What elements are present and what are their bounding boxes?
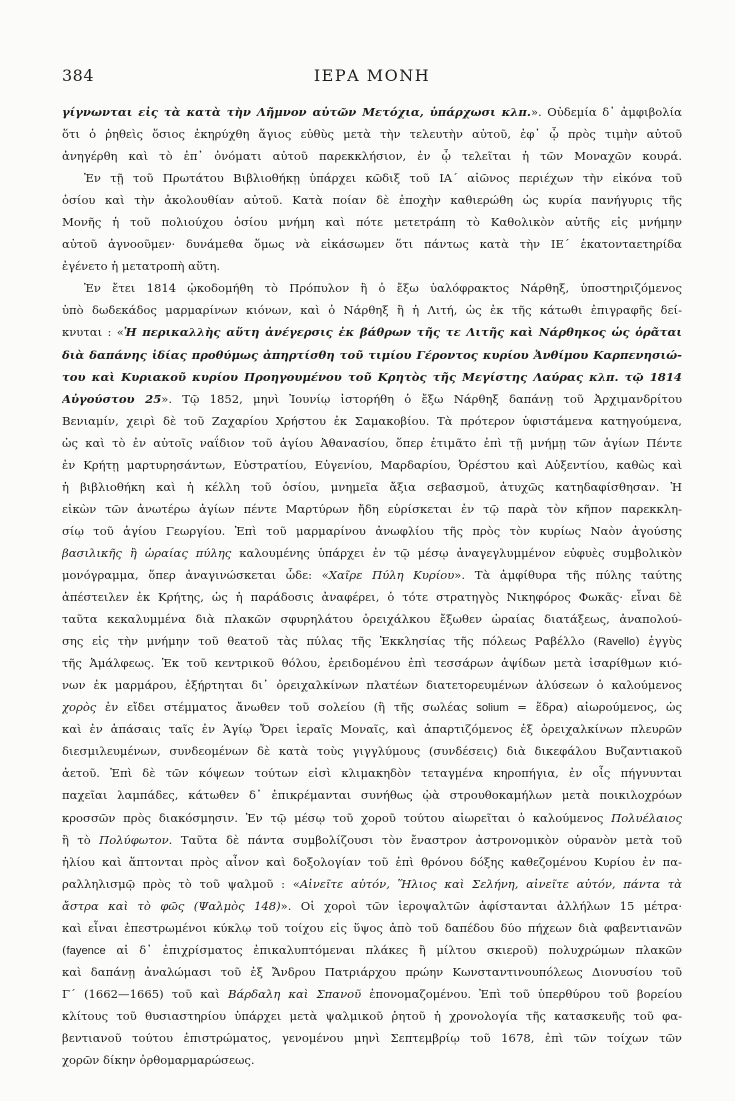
text-segment: ἐν Κρήτῃ μαρτυρησάντων, Εὐστρατίου, Εὐγενίου, Μαρδαρίου, Ὀρέστου καὶ Αὐξεντίου, καθὼς καὶ [62, 457, 682, 472]
text-segment: Γ΄ (1662—1665) τοῦ καὶ [62, 986, 228, 1001]
text-segment: Ἐν τῇ τοῦ Πρωτάτου Βιβλιοθήκῃ ὑπάρχει κῶδιξ τοῦ ΙΑ΄ αἰῶνος περιέχων τὴν εἰκόνα τοῦ [84, 171, 682, 186]
emphasized-text: γίγνωνται εἰς τὰ κατὰ τὴν Λῆμνον αὐτῶν Μετόχια, ὑπάρχωσι κλπ. [62, 105, 531, 119]
text-segment: ταῦτα κεκαλυμμένα διὰ πλακῶν σφυρηλάτου ὀρειχάλκου ἔξωθεν ὡραίας διατάξεως, ἀναπολού- [62, 612, 682, 627]
emphasized-text: διὰ δαπάνης ἰδίας προθύμως ἀπηρτίσθη τοῦ τιμίου Γέροντος κυρίου Ἀνθίμου Καρπενησιώ- [62, 347, 682, 362]
text-line [62, 1005, 682, 1027]
emphasized-text: Αὐγούστου 25 [62, 391, 162, 406]
text-segment: καὶ ἐν ἁπάσαις ταῖς ἐν Ἁγίῳ Ὄρει ἱεραῖς Μοναῖς, καὶ ἀπαρτιζόμενος ἐξ ὀρειχαλκίνων πλευρῶν [62, 722, 682, 737]
text-segment: ὅτι ὁ ῥηθεὶς ὅσιος ἐκηρύχθη ἅγιος εὐθὺς μετὰ τὴν τελευτὴν αὐτοῦ, ἐφ᾽ ᾧ πρὸς τιμὴν αὐτοῦ [62, 127, 682, 142]
text-line [62, 762, 682, 784]
text-segment: = ἕδρα) αἰωρούμενος, ὡς [508, 700, 682, 715]
text-line [62, 917, 682, 939]
text-line [62, 1049, 682, 1071]
text-segment: καὶ εἶναι ἐπεστρωμένοι κύκλῳ τοῦ τοίχου εἰς ὕψος ἀπὸ τοῦ δαπέδου δύο πήχεων διὰ φαβεντιανῶν [62, 920, 682, 935]
text-segment: χορῶν δίκην ὀρθομαρμαρώσεως. [62, 1053, 255, 1068]
text-segment: Ἐν ἔτει 1814 ᾠκοδομήθη τὸ Πρόπυλον ἢ ὁ ἔξω ὑαλόφρακτος Νάρθηξ, ὑποστηριζόμενος [84, 281, 682, 296]
text-line [62, 696, 682, 718]
text-line [62, 807, 682, 829]
text-line [62, 630, 682, 652]
text-line [62, 939, 682, 961]
text-segment: ». Τὰ ἀμφίθυρα τῆς πύλης ταύτης [454, 567, 682, 582]
emphasized-text: Πολυέλαιος [611, 810, 682, 825]
text-line [62, 873, 682, 895]
text-segment: νων ἐκ μαρμάρου, ἐξήρτηται δι᾽ ὀρειχαλκίνων πλατέων διατετορευμένων ἁλύσεων ὁ καλούμενος [62, 678, 682, 693]
text-segment: βεντιανοῦ τούτου ἐπιστρώματος, γενομένου μηνὶ Σεπτεμβρίῳ τοῦ 1678, ἐπὶ τῶν τοίχων τῶν [62, 1030, 682, 1045]
text-line [62, 344, 682, 366]
text-segment: διεσμιλευμένων, συνδεομένων δὲ κατὰ τοὺς γιγγλύμους (συνδέσεις) διὰ δικεφάλου Βυζαντιακοῦ [62, 744, 682, 759]
text-segment: ἀπέστειλεν ἐκ Κρήτης, ὡς ἡ παράδοσις ἀναφέρει, ὁ τότε στρατηγὸς Νικηφόρος Φωκᾶς· εἶναι δὲ [62, 590, 682, 605]
emphasized-text: βασιλικῆς ἢ ὡραίας πύλης [62, 545, 232, 560]
text-segment: Μονῆς ἡ τοῦ πολιούχου ὁσίου μνήμη καὶ πότε μετετράπη τὸ Καθολικὸν αὐτῆς εἰς μνήμην [62, 215, 682, 230]
latin-term: Ravello [597, 636, 636, 649]
text-line [62, 255, 682, 277]
page-number: 384 [62, 66, 95, 85]
emphasized-text: Πολύφωτον [99, 832, 169, 847]
text-line [62, 366, 682, 388]
text-line [62, 454, 682, 476]
text-line [62, 388, 682, 410]
text-line [62, 233, 682, 255]
text-line [62, 123, 682, 145]
text-line [62, 189, 682, 211]
text-segment: αὐτοῦ ἀγνοοῦμεν· δυνάμεθα ὅμως νὰ εἰκάσωμεν ὅτι πάντως κατὰ τὴν ΙΕ΄ ἑκατονταετηρίδα [62, 237, 682, 252]
text-segment: τῆς Ἀμάλφεως. Ἐκ τοῦ κεντρικοῦ θόλου, ἐρειδομένου ἐπὶ τεσσάρων ἁψίδων μετὰ ἰσαρίθμων κιό- [62, 656, 682, 671]
text-segment: Βενιαμίν, χειρὶ δὲ τοῦ Ζαχαρίου Χρήστου ἐκ Σαμακοβίου. Τὰ πρότερον ὑφιστάμενα κατηγούμενα, [62, 413, 682, 428]
emphasized-text: χορὸς [62, 700, 97, 715]
text-line [62, 608, 682, 630]
text-line [62, 564, 682, 586]
text-segment: σίῳ τοῦ ἁγίου Γεωργίου. Ἐπὶ τοῦ μαρμαρίνου ἀνωφλίου τῆς πρὸς τὸν κυρίως Ναὸν ἀγούσης [62, 523, 682, 538]
text-line [62, 299, 682, 321]
text-segment: ὑπὸ δωδεκάδος μαρμαρίνων κιόνων, καὶ ὁ Νάρθηξ ἢ ἡ Λιτή, ὡς ἐκ τῆς κάτωθι ἐπιγραφῆς δεί- [62, 303, 682, 318]
text-line [62, 718, 682, 740]
latin-term: fayence [66, 944, 106, 957]
text-segment: ἐν εἴδει στέμματος ἄνωθεν τοῦ σολείου (ἢ τῆς σωλέας [96, 700, 477, 715]
text-segment: κνυται : « [62, 325, 124, 340]
text-line [62, 586, 682, 608]
text-segment: ( [62, 942, 67, 957]
text-line [62, 983, 682, 1005]
emphasized-text: Ἡ περικαλλὴς αὕτη ἀνέγερσις ἐκ βάθρων τῆς τε Λιτῆς καὶ Νάρθηκος ὡς ὁρᾶται [123, 325, 682, 340]
emphasized-text: Χαῖρε Πύλη Κυρίου [328, 567, 455, 582]
text-line [62, 520, 682, 542]
text-segment: κλίτους τοῦ θυσιαστηρίου ὑπάρχει μετὰ ψαλμικοῦ ῥητοῦ ἡ χρονολογία τῆς κατασκευῆς τοῦ φα- [62, 1008, 682, 1023]
text-segment: ἡλίου καὶ ἅπτονται πρὸς αἶνον καὶ δοξολογίαν τοῦ ἐπὶ θρόνου δόξης καθεζομένου Κυρίου ἐν πα- [62, 854, 682, 869]
text-line [62, 542, 682, 564]
text-segment: σης εἰς τὴν μνήμην τοῦ θεατοῦ τὰς πύλας τῆς Ἐκκλησίας τῆς πόλεως Ραβέλλο ( [62, 634, 598, 649]
text-line [62, 211, 682, 233]
text-line [62, 410, 682, 432]
text-segment: ». Οὐδεμία δ᾽ ἀμφιβολία [530, 105, 682, 119]
running-title: ΙΕΡΑ ΜΟΝΗ [313, 66, 431, 85]
text-line [62, 829, 682, 851]
text-line [62, 101, 682, 123]
emphasized-text: Αἰνεῖτε αὐτόν, Ἥλιος καὶ Σελήνη, αἰνεῖτε αὐτόν, πάντα τὰ [299, 876, 682, 891]
text-segment: ὁσίου καὶ τὴν ἀκολουθίαν αὐτοῦ. Κατὰ ποίαν δὲ ἐποχὴν καθιερώθη ὡς κυρία πανήγυρις τῆς [62, 193, 682, 208]
text-line [62, 321, 682, 343]
text-line [62, 784, 682, 806]
body-text [62, 101, 682, 1071]
text-line [62, 895, 682, 917]
text-line [62, 1027, 682, 1049]
text-segment: ». Οἱ χοροὶ τῶν ἱεροψαλτῶν ἀφίστανται ἀλλήλων 15 μέτρα· [280, 898, 682, 913]
text-line [62, 674, 682, 696]
emphasized-text: Βάρδαλη καὶ Σπανοῦ [228, 986, 362, 1001]
text-line [62, 432, 682, 454]
text-segment: παχεῖαι λαμπάδες, κάτωθεν δ᾽ ἐπικρέμανται συνήθως ᾠὰ στρουθοκαμήλων μετὰ ποικιλοχρόων [62, 788, 682, 803]
text-line [62, 145, 682, 167]
text-segment: μονόγραμμα, ὅπερ ἀναγινώσκεται ὧδε: « [62, 567, 329, 582]
text-segment: ) ἐγγὺς [635, 634, 682, 649]
text-segment: καὶ δαπάνῃ ἀναλώμασι τοῦ ἐξ Ἄνδρου Πατριάρχου πρώην Κωνσταντινουπόλεως Διονυσίου τοῦ [62, 964, 682, 979]
text-segment: ἢ τὸ [62, 832, 100, 847]
text-segment: ἐγένετο ἡ μετατροπὴ αὕτη. [62, 259, 221, 274]
text-segment: ». Τῷ 1852, μηνὶ Ἰουνίῳ ἱστορήθη ὁ ἔξω Νάρθηξ δαπάνῃ τοῦ Ἀρχιμανδρίτου [161, 391, 682, 406]
emphasized-text: ἄστρα καὶ τὸ φῶς (Ψαλμὸς 148) [62, 898, 281, 913]
text-segment: κροσσῶν πρὸς διακόσμησιν. Ἐν τῷ μέσῳ τοῦ χοροῦ τούτου αἰωρεῖται ὁ καλούμενος [62, 810, 612, 825]
text-segment: ἀετοῦ. Ἐπὶ δὲ τῶν κόψεων τούτων εἰσὶ κλιμακηδὸν τεταγμένα κηροπήγια, ἐν οἷς πήγνυνται [62, 766, 682, 781]
text-segment: καλουμένης ὑπάρχει ἐν τῷ μέσῳ ἀναγεγλυμμένον εὐφυὲς συμβολικὸν [231, 545, 682, 560]
text-segment: ὡς καὶ τὸ ἐν αὐτοῖς ναΐδιον τοῦ ἁγίου Ἀθανασίου, ὅπερ ἐτιμᾶτο ἐπὶ τῇ μνήμῃ τῶν ἁγίων Πέντε [62, 435, 682, 450]
page-header [62, 66, 682, 90]
text-line [62, 277, 682, 299]
text-line [62, 851, 682, 873]
text-line [62, 476, 682, 498]
text-line [62, 652, 682, 674]
latin-term: solium [476, 702, 509, 715]
text-line [62, 498, 682, 520]
text-line [62, 167, 682, 189]
text-segment: . Ταῦτα δὲ πάντα συμβολίζουσι τὸν ἔναστρον ἀστρονομικὸν οὐρανὸν μετὰ τοῦ [168, 832, 682, 847]
text-line [62, 961, 682, 983]
text-segment: αἱ δ᾽ ἐπιχρίσματος ἐπικαλυπτόμεναι πλάκες ἢ μίλτου σκιεροῦ) πολυχρώμων πλακῶν [105, 942, 682, 957]
text-segment: ραλληλισμῷ πρὸς τὸ τοῦ ψαλμοῦ : « [62, 876, 300, 891]
text-segment: εἰκὼν τῶν ἀνωτέρω ἁγίων πέντε Μαρτύρων ἤδη εὑρίσκεται ἐν τῷ παρὰ τὸν κῆπον παρεκκλη- [62, 501, 682, 516]
text-segment: ἐπονομαζομένου. Ἐπὶ τοῦ ὑπερθύρου τοῦ βορείου [361, 986, 682, 1001]
emphasized-text: του καὶ Κυριακοῦ κυρίου Προηγουμένου τοῦ Κρητὸς τῆς Μεγίστης Λαύρας κλπ. τῷ 1814 [62, 369, 682, 384]
text-segment: ἀνηγέρθη καὶ τὸ ἐπ᾽ ὀνόματι αὐτοῦ παρεκκλήσιον, ἐν ᾧ τελεῖται ἡ τῶν Μοναχῶν κουρά. [62, 149, 682, 164]
text-segment: ἡ βιβλιοθήκη καὶ ἡ κέλλη τοῦ ὁσίου, μνημεῖα ἄξια σεβασμοῦ, ἀτυχῶς κατηδαφίσθησαν. Ἡ [62, 479, 682, 494]
text-line [62, 740, 682, 762]
